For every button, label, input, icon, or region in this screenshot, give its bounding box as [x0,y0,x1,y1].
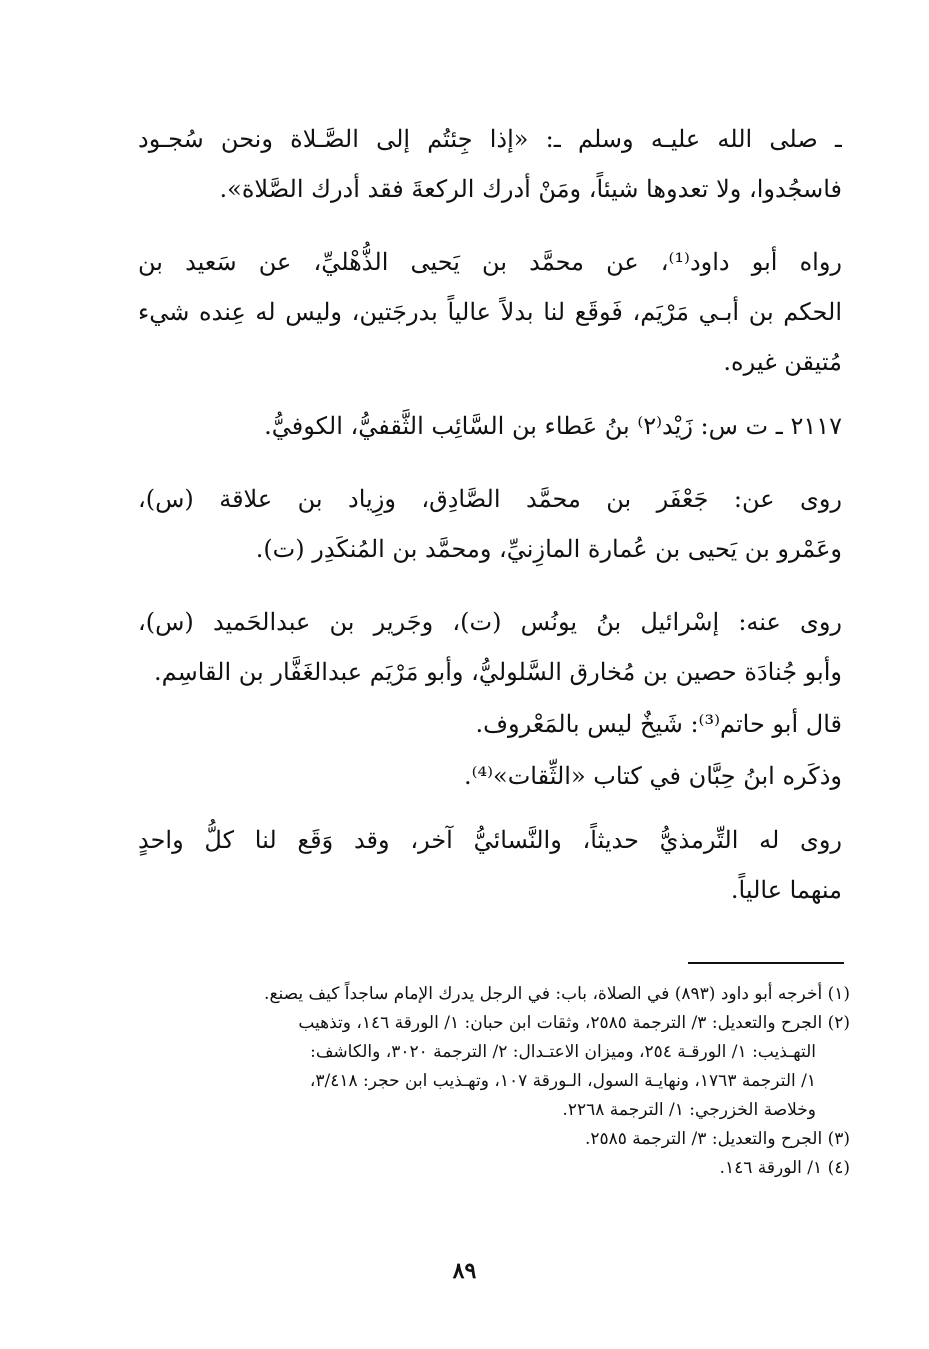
footnote-line: ١/ الترجمة ١٧٦٣، ونهايـة السول، الـورقة ١٠٧، وتهـذيب ابن حجر: ٣/٤١٨، [309,1071,816,1091]
main-text [138,114,842,915]
text-line: فاسجُدوا، ولا تعدوها شيئاً، ومَنْ أدرك الركعةَ فقد أدرك الصَّلاة». [219,175,842,203]
footnote-separator [688,962,844,964]
footnote-line: (٤) ١/ الورقة ١٤٦. [719,1158,850,1178]
biography-entry-heading: ٢١١٧ ـ ت س: زَيْد⁽٢⁾ بنُ عَطاء بن السَّائِب الثَّقفيُّ، الكوفيُّ. [264,412,842,440]
text-line: روى عن: جَعْفَر بن محمَّد الصَّادِق، وزِياد بن علاقة (س)، [138,485,842,513]
text-line: قال أبو حاتم⁽³⁾: شَيخٌ ليس بالمَعْروف. [475,710,842,738]
text-line: الحكم بن أبـي مَرْيَم، فَوقَع لنا بدلاً عالياً بدرجَتين، وليس له عِنده شيء [138,298,842,326]
text-line: مُتيقن غيره. [723,348,842,376]
footnote-line: (٢) الجرح والتعديل: ٣/ الترجمة ٢٥٨٥، وثقات ابن حبان: ١/ الورقة ١٤٦، وتذهيب [298,1013,850,1033]
footnote-line: وخلاصة الخزرجي: ١/ الترجمة ٢٢٦٨. [562,1100,816,1120]
text-line: ـ صلى الله عليـه وسلم ـ: «إذا جِئتُم إلى الصَّـلاة ونحن سُجـود [138,125,842,153]
footnote-line: (٣) الجرح والتعديل: ٣/ الترجمة ٢٥٨٥. [584,1129,850,1149]
footnote-line: (١) أخرجه أبو داود (٨٩٣) في الصلاة، باب: في الرجل يدرك الإمام ساجداً كيف يصنع. [264,984,850,1004]
text-line: رواه أبو داود⁽¹⁾، عن محمَّد بن يَحيى الذُّهْليِّ، عن سَعيد بن [138,248,842,276]
text-line: وأبو جُنادَة حصين بن مُخارق السَّلوليُّ، وأبو مَرْيَم عبدالغَفَّار بن القاسِم. [154,658,842,686]
footnotes [138,980,850,1183]
footnote-line: التهـذيب: ١/ الورقـة ٢٥٤، وميزان الاعتـدال: ٢/ الترجمة ٣٠٢٠، والكاشف: [310,1042,816,1062]
text-line: منهما عالياً. [730,876,842,904]
text-line: وذكَره ابنُ حِبَّان في كتاب «الثِّقات»⁽⁴⁾. [463,762,842,790]
text-line: وعَمْرو بن يَحيى بن عُمارة المازِنيِّ، ومحمَّد بن المُنكَدِر (ت). [255,535,842,563]
text-line: روى عنه: إسْرائيل بنُ يونُس (ت)، وجَرير بن عبدالحَميد (س)، [138,608,842,636]
text-line: روى له التِّرمذيُّ حديثاً، والنَّسائيُّ آخر، وقد وَقَع لنا كلُّ واحدٍ [138,826,842,854]
page-number: ٨٩ [452,1258,477,1284]
